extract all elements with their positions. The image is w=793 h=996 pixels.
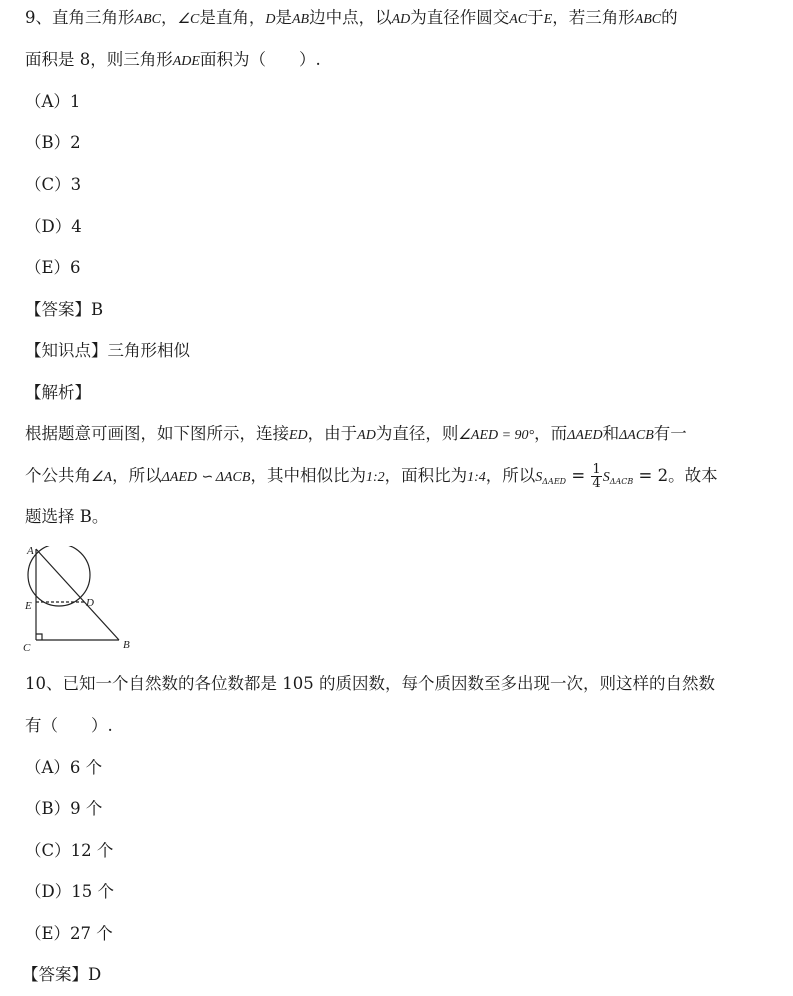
q9-analysis-title: 【解析】 — [25, 383, 91, 402]
q9-stem-line2 — [25, 48, 321, 74]
math: S — [535, 470, 543, 485]
q9-option-d: （D）4 — [25, 217, 82, 236]
math-subscript: ΔACB — [609, 477, 634, 486]
text: ，而 — [534, 424, 568, 443]
q9-option-e: （E）6 — [25, 258, 81, 277]
text: 根据题意可画图，如下图所示，连接 — [25, 424, 289, 443]
text: 于 — [527, 8, 544, 27]
math-subscript: ΔAED — [542, 477, 567, 486]
math: ED — [289, 428, 308, 443]
math: ΔAED — [567, 428, 603, 443]
circle — [28, 546, 90, 606]
q10-option-b: （B）9 个 — [25, 799, 103, 818]
math: ADE — [172, 54, 200, 69]
fraction — [591, 463, 601, 490]
math: AC — [509, 12, 528, 27]
q9-option-a: （A）1 — [25, 92, 81, 111]
label-d: D — [86, 597, 94, 609]
math: ΔAED ∽ ΔACB — [161, 470, 251, 485]
side-ab — [36, 549, 119, 640]
text: 面积是 8，则三角形 — [25, 50, 173, 69]
label-c: C — [23, 642, 31, 654]
text: ，其中相似比为 — [250, 466, 366, 485]
math: E — [543, 12, 553, 27]
text: ，所以 — [485, 466, 536, 485]
text: ，所以 — [112, 466, 162, 485]
text: 9、直角三角形 — [25, 8, 135, 27]
math: AD — [357, 428, 376, 443]
q9-stem-line1 — [25, 6, 678, 32]
text: 是直角， — [199, 8, 266, 27]
math: = 2 — [633, 466, 669, 485]
q9-knowledge: 【知识点】三角形相似 — [25, 341, 190, 360]
text: ，由于 — [307, 424, 358, 443]
q9-option-c: （C）3 — [25, 175, 82, 194]
right-angle-mark — [36, 634, 42, 640]
text: ，面积比为 — [384, 466, 468, 485]
q10-stem-line1: 10、已知一个自然数的各位数都是 105 的质因数，每个质因数至多出现一次，则这样的自然数 — [25, 674, 715, 693]
text: 为直径，则 — [375, 424, 459, 443]
fraction-denominator: 4 — [592, 476, 601, 491]
label-a: A — [27, 546, 34, 557]
text: ，若三角形 — [552, 8, 635, 27]
text: 和 — [602, 424, 620, 443]
q10-answer: 【答案】D — [22, 965, 102, 984]
text: ， — [160, 8, 178, 27]
q9-explanation-line2 — [25, 463, 718, 494]
math: D — [265, 12, 276, 27]
fraction-numerator: 1 — [592, 462, 601, 477]
q10-option-c: （C）12 个 — [25, 841, 114, 860]
text: 是 — [275, 8, 292, 27]
q10-option-e: （E）27 个 — [25, 924, 113, 943]
q9-explanation-line3: 题选择 B。 — [25, 507, 109, 526]
q10-option-d: （D）15 个 — [25, 882, 114, 901]
math: 1:2 — [365, 470, 385, 485]
text: 的 — [661, 8, 678, 27]
q9-explanation-line1 — [25, 422, 687, 448]
text: 边中点，以 — [309, 8, 392, 27]
text: 。故本 — [668, 466, 718, 485]
q10-stem-line2: 有（ ）. — [25, 716, 113, 735]
text: 面积为（ ）. — [199, 50, 321, 69]
q9-answer: 【答案】B — [25, 300, 104, 319]
math: AB — [291, 12, 310, 27]
text: 有一 — [653, 424, 687, 443]
math: ΔACB — [619, 428, 654, 443]
text: 个公共角 — [25, 466, 91, 485]
math: AD — [391, 12, 411, 27]
label-b: B — [123, 639, 130, 651]
math: = — [566, 466, 591, 485]
q9-option-b: （B）2 — [25, 133, 81, 152]
label-e: E — [25, 600, 32, 612]
text: 为直径作圆交 — [410, 8, 510, 27]
q10-option-a: （A）6 个 — [25, 758, 103, 777]
math: ∠A — [91, 470, 113, 485]
math: 1:4 — [467, 470, 486, 485]
math: ∠C — [177, 12, 200, 27]
triangle-circle-figure — [18, 546, 138, 654]
math: ABC — [134, 12, 161, 27]
math: ∠AED = 90° — [458, 428, 535, 443]
math: ABC — [634, 12, 662, 27]
math: S — [602, 470, 610, 485]
